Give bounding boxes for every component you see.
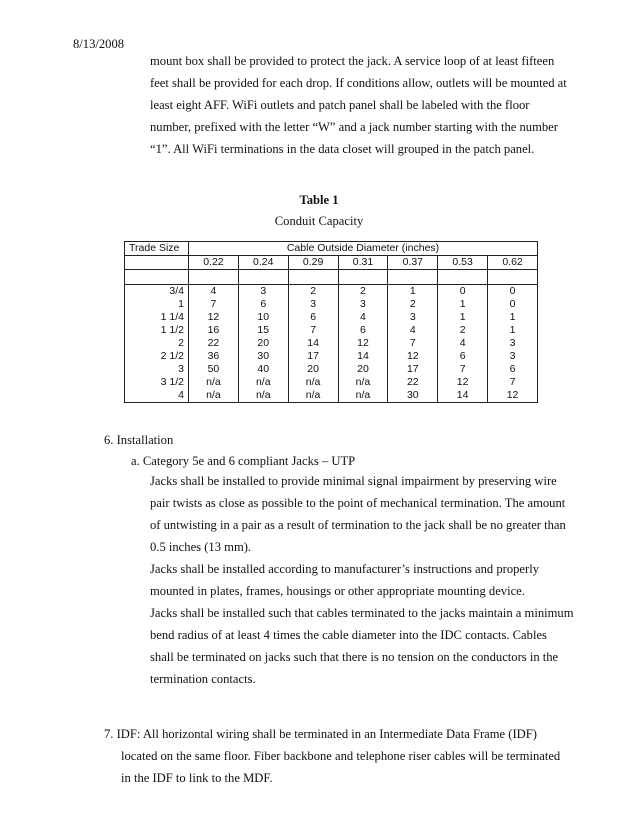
trade-size-header: Trade Size (125, 242, 189, 256)
table-cell: 1 (388, 285, 438, 299)
text-line: feet shall be provided for each drop. If conditions allow, outlets will be mounted at (150, 76, 567, 90)
table-header-row (125, 242, 538, 256)
text-line: bend radius of at least 4 times the cable diameter into the IDC contacts. Cables (150, 628, 547, 642)
table-cell: 10 (238, 311, 288, 324)
table-cell: 50 (189, 363, 239, 376)
table-cell: 30 (388, 389, 438, 403)
table-row (125, 376, 538, 389)
text-line: of untwisting in a pair as a result of termination to the jack shall be no greater than (150, 518, 566, 532)
text-line: least eight AFF. WiFi outlets and patch panel shall be labeled with the floor (150, 98, 530, 112)
table-cell: 2 (338, 285, 388, 299)
table-subtitle: Conduit Capacity (274, 214, 364, 228)
table-row (125, 285, 538, 299)
diameter-group-header: Cable Outside Diameter (inches) (189, 242, 538, 256)
diameter-header-cell: 0.24 (238, 256, 288, 270)
section-6a-body (150, 470, 590, 690)
text-line: located on the same floor. Fiber backbone and telephone riser cables will be terminated (121, 749, 561, 763)
table-cell: n/a (189, 389, 239, 403)
table-cell: 22 (388, 376, 438, 389)
table-cell: 7 (438, 363, 488, 376)
table-cell: 2 (438, 324, 488, 337)
table-cell: 6 (288, 311, 338, 324)
section-6-heading: 6. Installation (104, 433, 174, 447)
table-cell: 3 (488, 350, 538, 363)
diameter-header-row (125, 256, 538, 270)
table-cell: n/a (238, 389, 288, 403)
table-row (125, 298, 538, 311)
table-cell: 0 (438, 285, 488, 299)
diameter-header-cell: 0.29 (288, 256, 338, 270)
trade-size-cell: 1 (125, 298, 189, 311)
table-cell: 6 (488, 363, 538, 376)
table-cell: 14 (288, 337, 338, 350)
table-cell: 7 (388, 337, 438, 350)
table-cell: 14 (438, 389, 488, 403)
trade-size-cell: 2 1/2 (125, 350, 189, 363)
text-line: mounted in plates, frames, housings or other appropriate mounting device. (150, 584, 525, 598)
table-cell: 14 (338, 350, 388, 363)
table-cell: 6 (338, 324, 388, 337)
table-cell: 3 (238, 285, 288, 299)
table-cell: 17 (288, 350, 338, 363)
table-cell: 7 (488, 376, 538, 389)
table-cell: n/a (338, 376, 388, 389)
text-line: pair twists as close as possible to the point of mechanical termination. The amount (150, 496, 566, 510)
table-cell: 3 (488, 337, 538, 350)
diameter-header-cell: 0.37 (388, 256, 438, 270)
table-cell (125, 256, 189, 270)
table-row (125, 363, 538, 376)
table-cell: 36 (189, 350, 239, 363)
trade-size-cell: 4 (125, 389, 189, 403)
table-cell: 1 (488, 324, 538, 337)
table-cell: 3 (338, 298, 388, 311)
text-line: Jacks shall be installed such that cables terminated to the jacks maintain a minimum (150, 606, 574, 620)
table-row (125, 311, 538, 324)
table-cell: n/a (288, 376, 338, 389)
trade-size-cell: 3 1/2 (125, 376, 189, 389)
table-cell: 2 (288, 285, 338, 299)
table-cell: 4 (189, 285, 239, 299)
text-line: termination contacts. (150, 672, 256, 686)
table-cell: 20 (338, 363, 388, 376)
table-cell: n/a (288, 389, 338, 403)
page-date: 8/13/2008 (73, 37, 125, 51)
table-cell: 3 (288, 298, 338, 311)
table-row (125, 324, 538, 337)
table-cell: 6 (438, 350, 488, 363)
table-cell: 16 (189, 324, 239, 337)
table-cell: 4 (438, 337, 488, 350)
text-line: in the IDF to link to the MDF. (121, 771, 273, 785)
trade-size-cell: 3 (125, 363, 189, 376)
text-line: “1”. All WiFi terminations in the data closet will grouped in the patch panel. (150, 142, 535, 156)
table-cell: 40 (238, 363, 288, 376)
text-line: shall be terminated on jacks such that there is no tension on the conductors in the (150, 650, 559, 664)
table-row (125, 350, 538, 363)
table-row (125, 337, 538, 350)
intro-paragraph (150, 50, 590, 160)
table-cell: 30 (238, 350, 288, 363)
table-spacer-row (125, 270, 538, 285)
table-cell: 1 (438, 298, 488, 311)
diameter-header-cell: 0.22 (189, 256, 239, 270)
trade-size-cell: 1 1/2 (125, 324, 189, 337)
table-cell: 2 (388, 298, 438, 311)
diameter-header-cell: 0.53 (438, 256, 488, 270)
text-line: mount box shall be provided to protect the jack. A service loop of at least fifteen (150, 54, 555, 68)
section-7 (104, 723, 574, 789)
table-cell: 12 (438, 376, 488, 389)
table-cell: 1 (488, 311, 538, 324)
table-row (125, 389, 538, 403)
trade-size-cell: 3/4 (125, 285, 189, 299)
diameter-header-cell: 0.62 (488, 256, 538, 270)
table-cell: 0 (488, 285, 538, 299)
trade-size-cell: 1 1/4 (125, 311, 189, 324)
table-cell: n/a (338, 389, 388, 403)
table-cell: 15 (238, 324, 288, 337)
table-cell: 6 (238, 298, 288, 311)
table-cell: 12 (189, 311, 239, 324)
table-cell: 22 (189, 337, 239, 350)
text-line: number, prefixed with the letter “W” and a jack number starting with the number (150, 120, 558, 134)
table-cell: 1 (438, 311, 488, 324)
table-cell: 12 (488, 389, 538, 403)
table-cell: 17 (388, 363, 438, 376)
text-line: 0.5 inches (13 mm). (150, 540, 252, 554)
table-cell: n/a (189, 376, 239, 389)
table-cell: 12 (388, 350, 438, 363)
table-cell: n/a (238, 376, 288, 389)
conduit-capacity-table (124, 241, 538, 403)
section-6a-heading: a. Category 5e and 6 compliant Jacks – UTP (131, 454, 356, 468)
table-cell: 12 (338, 337, 388, 350)
text-line: 7. IDF: All horizontal wiring shall be terminated in an Intermediate Data Frame (IDF) (104, 727, 537, 741)
table-cell: 4 (338, 311, 388, 324)
table-cell: 20 (238, 337, 288, 350)
diameter-header-cell: 0.31 (338, 256, 388, 270)
table-cell: 4 (388, 324, 438, 337)
table-cell: 7 (288, 324, 338, 337)
table-cell: 20 (288, 363, 338, 376)
table-title: Table 1 (299, 193, 339, 207)
table-cell: 0 (488, 298, 538, 311)
table-cell: 7 (189, 298, 239, 311)
table-cell: 3 (388, 311, 438, 324)
trade-size-cell: 2 (125, 337, 189, 350)
text-line: Jacks shall be installed according to manufacturer’s instructions and properly (150, 562, 540, 576)
text-line: Jacks shall be installed to provide minimal signal impairment by preserving wire (150, 474, 557, 488)
